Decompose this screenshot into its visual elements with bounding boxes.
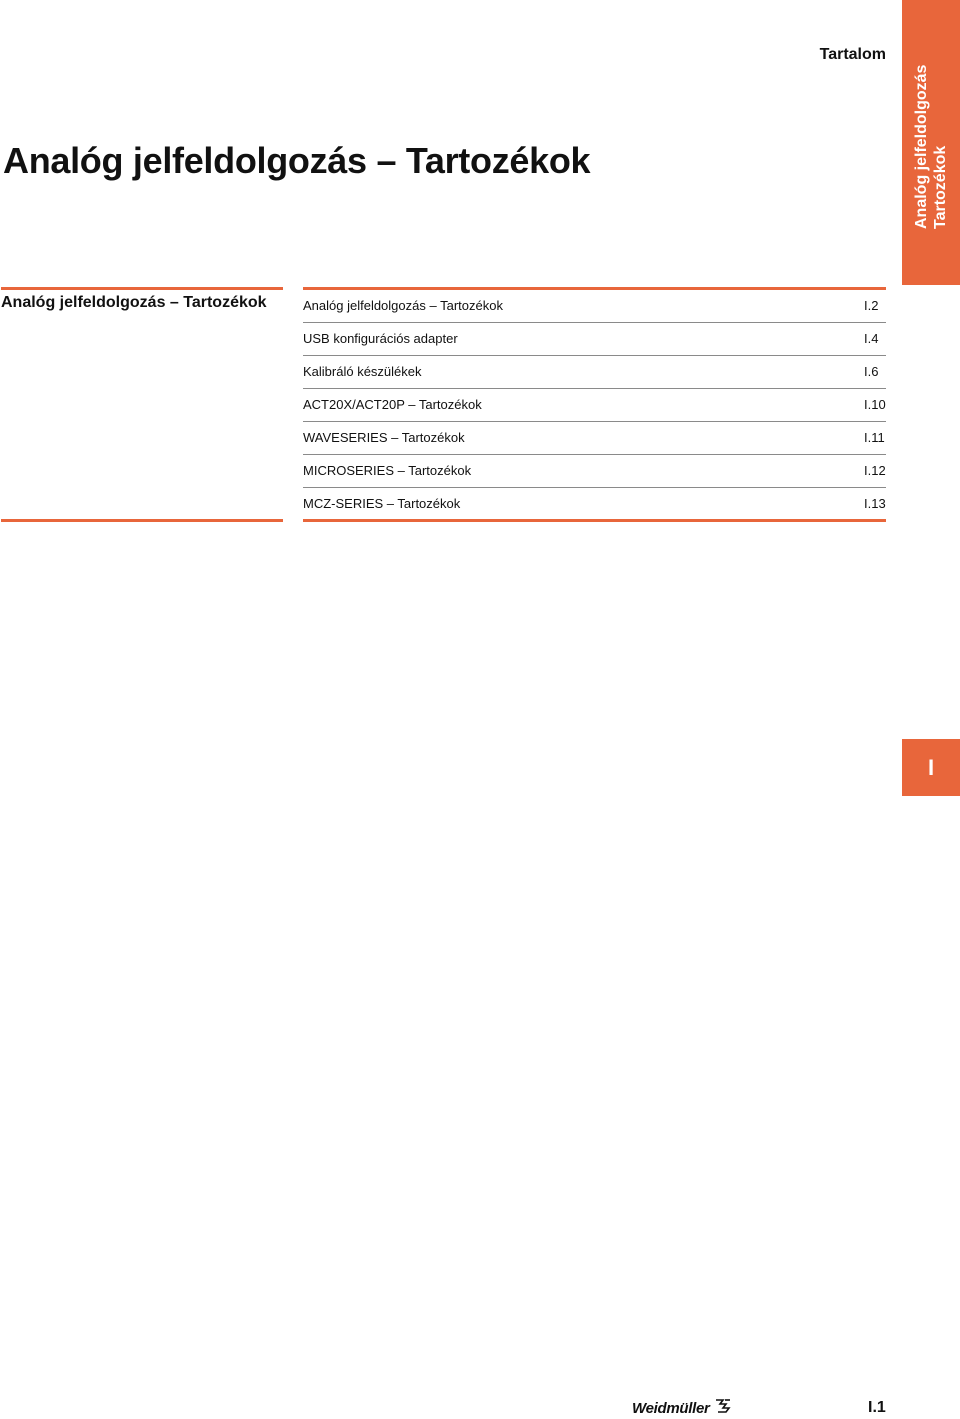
toc-row[interactable] [303, 290, 886, 323]
toc-item-page: I.13 [864, 496, 886, 511]
left-bottom-rule [1, 519, 283, 522]
footer-page-number: I.1 [868, 1399, 886, 1416]
toc-row[interactable] [303, 389, 886, 422]
section-title: Analóg jelfeldolgozás – Tartozékok [1, 294, 267, 311]
toc-item-title: Analóg jelfeldolgozás – Tartozékok [303, 298, 503, 313]
toc-row[interactable] [303, 488, 886, 520]
logo-text: Weidmüller [632, 1400, 710, 1417]
header-label: Tartalom [819, 46, 886, 63]
toc-row[interactable] [303, 455, 886, 488]
toc-item-title: MICROSERIES – Tartozékok [303, 463, 472, 478]
toc-item-page: I.11 [864, 430, 885, 445]
toc-item-title: WAVESERIES – Tartozékok [303, 430, 465, 445]
toc-row[interactable] [303, 323, 886, 356]
side-tab-text [912, 65, 950, 229]
toc-bottom-rule [303, 519, 886, 522]
page-title: Analóg jelfeldolgozás – Tartozékok [3, 140, 591, 181]
side-tab-line-2: Tartozékok [932, 145, 949, 229]
toc-item-page: I.10 [864, 397, 886, 412]
chapter-tab: I [902, 739, 960, 796]
toc-item-page: I.4 [864, 331, 879, 346]
toc-item-title: ACT20X/ACT20P – Tartozékok [303, 397, 482, 412]
toc-item-page: I.6 [864, 364, 879, 379]
toc-item-page: I.12 [864, 463, 886, 478]
toc-item-title: USB konfigurációs adapter [303, 331, 458, 346]
toc-row[interactable] [303, 356, 886, 389]
table-of-contents [303, 290, 886, 520]
left-top-rule [1, 287, 283, 290]
side-tab-line-1: Analóg jelfeldolgozás [913, 64, 930, 229]
toc-row[interactable] [303, 422, 886, 455]
toc-item-title: MCZ-SERIES – Tartozékok [303, 496, 461, 511]
toc-item-title: Kalibráló készülékek [303, 364, 422, 379]
toc-item-page: I.2 [864, 298, 879, 313]
side-tab [902, 0, 960, 285]
